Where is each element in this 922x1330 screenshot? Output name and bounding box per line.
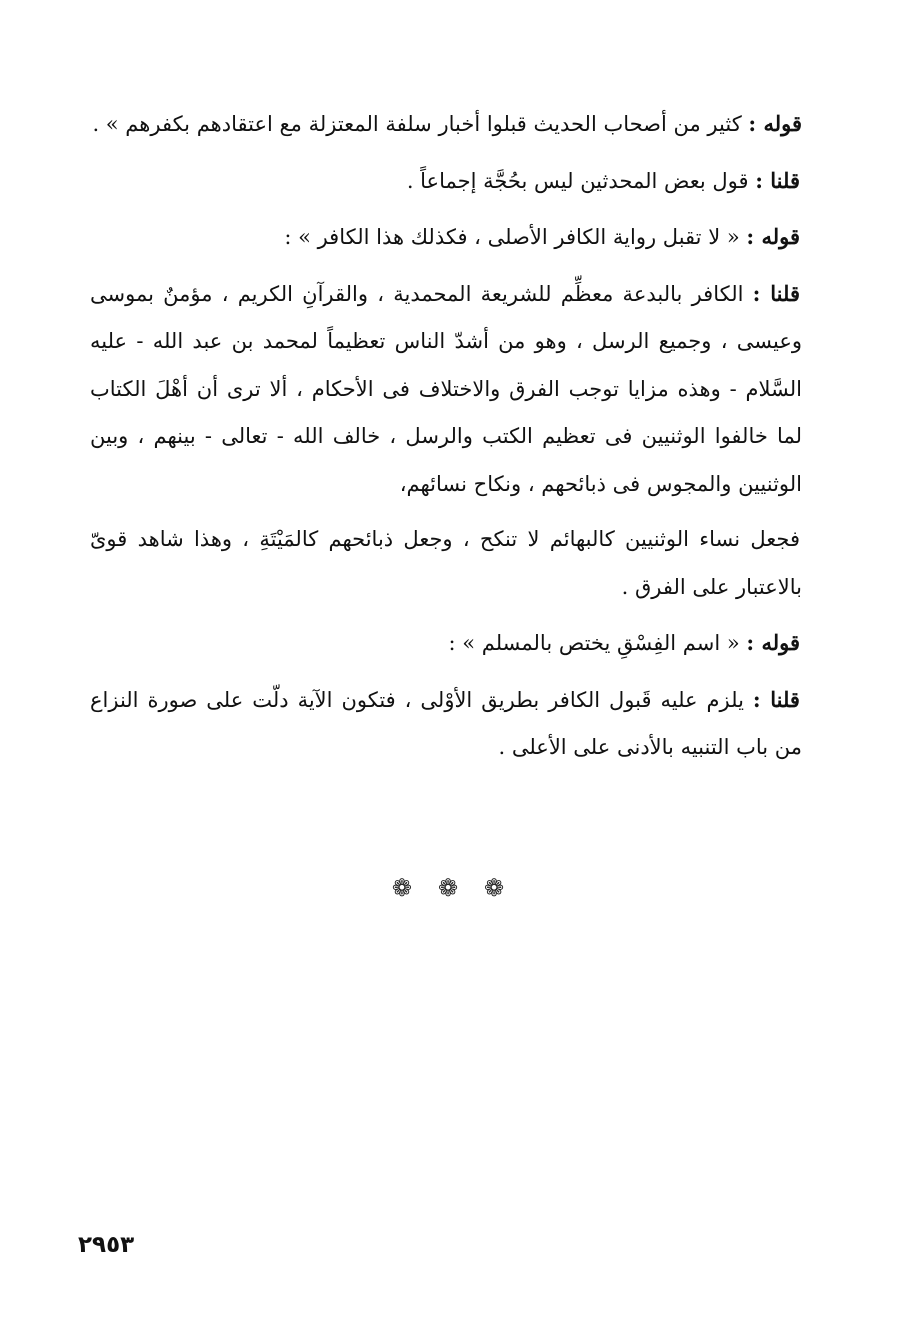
page-number: ٢٩٥٣	[78, 1232, 135, 1258]
paragraph-6	[90, 619, 802, 668]
paragraph-text: « اسم الفِسْقِ يختص بالمسلم » :	[448, 631, 740, 655]
paragraph-lead: قلنا :	[755, 167, 800, 193]
paragraph-lead: قلنا :	[752, 280, 801, 306]
paragraph-4	[90, 270, 802, 509]
paragraph-text: « لا تقبل رواية الكافر الأصلى ، فكذلك هذا الكافر » :	[284, 225, 740, 249]
paragraph-lead: قوله :	[746, 224, 800, 249]
paragraph-3	[90, 213, 802, 262]
page-body	[90, 100, 802, 780]
paragraph-2	[90, 157, 802, 206]
paragraph-lead: قلنا :	[752, 686, 800, 712]
paragraph-text: كثير من أصحاب الحديث قبلوا أخبار سلفة المعتزلة مع اعتقادهم بكفرهم » .	[92, 112, 742, 136]
paragraph-7	[90, 676, 802, 772]
paragraph-lead: قوله :	[748, 111, 802, 136]
paragraph-text: الكافر بالبدعة معظِّم للشريعة المحمدية ، والقرآنِ الكريم ، مؤمنٌ بموسى وعيسى ، وجميع الرسل ، وهو من أشدّ الناس تعظيماً لمحمد بن عبد الله - عليه السَّلام - وهذه مزايا توجب الفرق والاختلاف فى الأحكام ، ألا ترى أن أهْلَ الكتاب لما خالفوا الوثنيين فى تعظيم الكتب والرسل ، خالف الله - تعالى - بينهم ، وبين الوثنيين والمجوس فى ذبائحهم ، ونكاح نسائهم،	[90, 281, 802, 496]
section-divider-ornament: ❁❁❁	[391, 874, 531, 902]
paragraph-lead: قوله :	[746, 630, 800, 655]
paragraph-text: يلزم عليه قَبول الكافر بطريق الأوْلى ، فتكون الآية دلّت على صورة النزاع من باب التنبيه بالأدنى على الأعلى .	[90, 687, 802, 759]
paragraph-5	[90, 516, 802, 611]
paragraph-text: فجعل نساء الوثنيين كالبهائم لا تنكح ، وجعل ذبائحهم كالمَيْتَةِ ، وهذا شاهد قوىّ بالاعتبار على الفرق .	[90, 527, 802, 599]
paragraph-1	[90, 100, 802, 149]
paragraph-text: قول بعض المحدثين ليس بحُجَّة إجماعاً .	[406, 168, 749, 193]
